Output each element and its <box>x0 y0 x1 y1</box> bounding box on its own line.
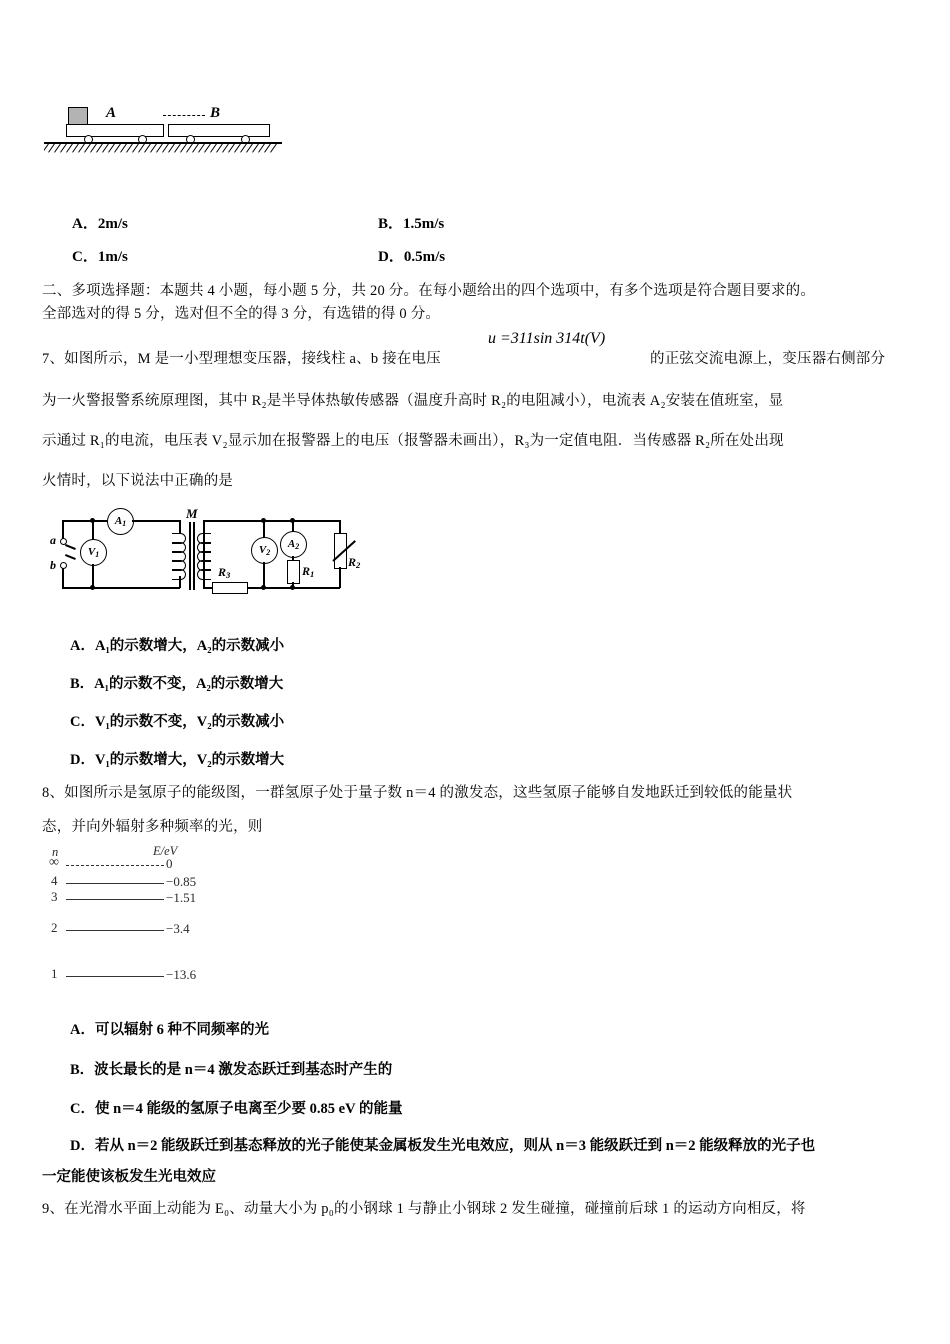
level-energy-1: −13.6 <box>166 967 197 982</box>
resistor-r3-label: $R_3$ <box>218 565 231 581</box>
q6-option-a-text: 2m/s <box>97 216 128 232</box>
level-n-4: 4 <box>51 873 58 888</box>
figure-energy-levels <box>48 845 248 995</box>
q6-option-c[interactable] <box>72 245 128 266</box>
cart-b-body <box>168 124 270 137</box>
q8-option-a[interactable] <box>70 1018 269 1039</box>
v1-branch-lower <box>92 564 94 588</box>
r2-branch-upper <box>339 520 341 534</box>
level-energy-3: −1.51 <box>166 890 197 905</box>
q8-stem-line1: 8、如图所示是氢原子的能级图，一群氢原子处于量子数 n＝4 的激发态，这些氢原子能够自发地跃迁到较低的能量状 <box>42 785 793 801</box>
q8-option-b[interactable] <box>70 1058 392 1079</box>
primary-left-riser <box>62 520 64 540</box>
q6-option-b[interactable] <box>378 212 444 233</box>
q7-stem-line2: 为一火警报警系统原理图，其中 R₂是半导体热敏传感器（温度升高时 R₂的电阻减小），电流表 A₂安装在值班室，显 <box>42 393 784 409</box>
primary-top-wire-right <box>132 520 180 522</box>
q6-option-c-label: C． <box>72 249 98 265</box>
terminal-a-label: a <box>50 533 56 547</box>
voltmeter-v2 <box>251 537 278 564</box>
q7-formula: u =311sin 314t(V) <box>488 330 606 347</box>
resistor-r2-label: $R_2$ <box>348 555 361 571</box>
q8-option-d-text: 若从 n＝2 能级跃迁到基态释放的光子能使某金属板发生光电效应，则从 n＝3 能级跃迁到 n＝2 能级释放的光子也 <box>94 1138 816 1154</box>
resistor-r3 <box>212 582 248 594</box>
q6-option-a[interactable] <box>72 212 128 233</box>
primary-bottom-wire <box>62 587 180 589</box>
level-line-1 <box>66 976 164 977</box>
q8-option-b-text: 波长最长的是 n＝4 激发态跃迁到基态时产生的 <box>94 1062 393 1078</box>
q7-stem-line3: 示通过 R₁的电流，电压表 V₂显示加在报警器上的电压（报警器未画出），R₃为一定值电阻．当传感器 R₂所在处出现 <box>42 433 784 449</box>
ammeter-a2 <box>280 531 307 558</box>
primary-left-riser-lower <box>62 566 64 588</box>
transformer-core-left <box>189 522 191 590</box>
v1-branch-upper <box>92 520 94 540</box>
q8-stem-line2: 态，并向外辐射多种频率的光，则 <box>42 819 263 835</box>
source-squiggle-upper <box>65 544 76 550</box>
level-energy-2: −3.4 <box>166 921 190 936</box>
voltmeter-v2-label: $V_2$ <box>258 544 271 557</box>
source-squiggle-lower <box>65 554 76 560</box>
q6-option-d-label: D． <box>378 249 404 265</box>
q7-stem-line4: 火情时，以下说法中正确的是 <box>42 473 234 489</box>
q7-option-d-text: V₁的示数增大，V₂的示数增大 <box>94 752 285 768</box>
q8-option-a-label: A． <box>70 1022 95 1038</box>
q7-option-d[interactable] <box>70 748 284 769</box>
primary-coil-riser-top <box>179 520 181 534</box>
cart-a-label: A <box>106 105 117 121</box>
energy-levels-header-n: n <box>52 845 59 859</box>
q7-option-a-text: A₁的示数增大，A₂的示数减小 <box>94 638 285 654</box>
figure-transformer-circuit <box>50 500 361 600</box>
q7-option-b[interactable] <box>70 672 283 693</box>
q7-option-b-label: B． <box>70 676 95 692</box>
q8-option-c[interactable] <box>70 1097 402 1118</box>
q7-option-c[interactable] <box>70 710 284 731</box>
q7-option-d-label: D． <box>70 752 95 768</box>
cart-b-label: B <box>210 105 221 121</box>
level-n-infinity: ∞ <box>49 855 59 870</box>
secondary-top-rail <box>203 520 340 522</box>
level-n-1: 1 <box>51 966 58 981</box>
secondary-left-drop <box>203 520 205 588</box>
q8-option-c-text: 使 n＝4 能级的氢原子电离至少要 0.85 eV 的能量 <box>94 1101 403 1117</box>
level-line-4 <box>66 883 164 884</box>
q8-option-a-text: 可以辐射 6 种不同频率的光 <box>94 1022 269 1038</box>
q7-stem-part2: 的正弦交流电源上，变压器右侧部分 <box>650 351 886 367</box>
q8-option-d[interactable] <box>70 1134 815 1155</box>
level-line-infinity <box>66 865 164 866</box>
q7-stem-part1: 7、如图所示，M 是一小型理想变压器，接线柱 a、b 接在电压 <box>42 351 441 367</box>
level-line-2 <box>66 930 164 931</box>
ammeter-a1 <box>107 508 134 535</box>
ground-hatching <box>44 143 282 154</box>
resistor-r1-label: $R_1$ <box>302 564 315 580</box>
q8-option-d-label: D． <box>70 1138 95 1154</box>
level-line-3 <box>66 899 164 900</box>
q7-option-a[interactable] <box>70 634 284 655</box>
transformer-primary-coil <box>172 533 186 577</box>
q7-option-c-label: C． <box>70 714 95 730</box>
q6-option-a-label: A． <box>72 216 98 232</box>
terminal-b-dot[interactable] <box>60 562 67 569</box>
r2-branch-lower <box>339 567 341 588</box>
q7-option-c-text: V₁的示数不变，V₂的示数减小 <box>94 714 285 730</box>
voltmeter-v1-label: $V_1$ <box>87 546 100 559</box>
level-n-3: 3 <box>51 889 58 904</box>
v2-branch-lower <box>263 562 265 588</box>
q7-option-b-text: A₁的示数不变，A₂的示数增大 <box>94 676 284 692</box>
primary-top-wire-left <box>62 520 107 522</box>
q6-option-d[interactable] <box>378 245 445 266</box>
q8-option-c-label: C． <box>70 1101 95 1117</box>
transformer-core-right <box>193 522 195 590</box>
voltmeter-v1 <box>80 539 107 566</box>
cart-a-body <box>66 124 164 137</box>
q6-option-c-text: 1m/s <box>97 249 128 265</box>
section-two-line2: 全部选对的得 5 分，选对但不全的得 3 分，有选错的得 0 分。 <box>42 306 441 322</box>
cart-connector-dashed <box>163 115 205 116</box>
ammeter-a1-label: $A_1$ <box>114 515 127 528</box>
q6-option-b-label: B． <box>378 216 404 232</box>
q6-option-d-text: 0.5m/s <box>403 249 446 265</box>
level-energy-4: −0.85 <box>166 874 197 889</box>
q7-option-a-label: A． <box>70 638 95 654</box>
level-n-2: 2 <box>51 920 58 935</box>
section-two-line1: 二、多项选择题：本题共 4 小题，每小题 5 分，共 20 分。在每小题给出的四个选项中，有多个选项是符合题目要求的。 <box>42 283 816 299</box>
a2-branch-lower <box>292 582 294 588</box>
level-energy-infinity: 0 <box>166 856 173 871</box>
v2-branch-upper <box>263 520 265 538</box>
terminal-b-label: b <box>50 558 56 572</box>
ammeter-a2-label: $A_2$ <box>287 538 300 551</box>
q8-option-d-continuation: 一定能使该板发生光电效应 <box>42 1169 216 1185</box>
energy-levels-header-e: E/eV <box>153 844 178 858</box>
figure-carts-ab <box>58 103 283 151</box>
q8-option-b-label: B． <box>70 1062 95 1078</box>
q6-option-b-text: 1.5m/s <box>403 216 445 232</box>
transformer-label: M <box>186 506 198 521</box>
resistor-r1 <box>287 560 300 584</box>
q9-stem-line1: 9、在光滑水平面上动能为 E₀、动量大小为 p₀的小钢球 1 与静止小钢球 2 发生碰撞，碰撞前后球 1 的运动方向相反，将 <box>42 1201 806 1217</box>
